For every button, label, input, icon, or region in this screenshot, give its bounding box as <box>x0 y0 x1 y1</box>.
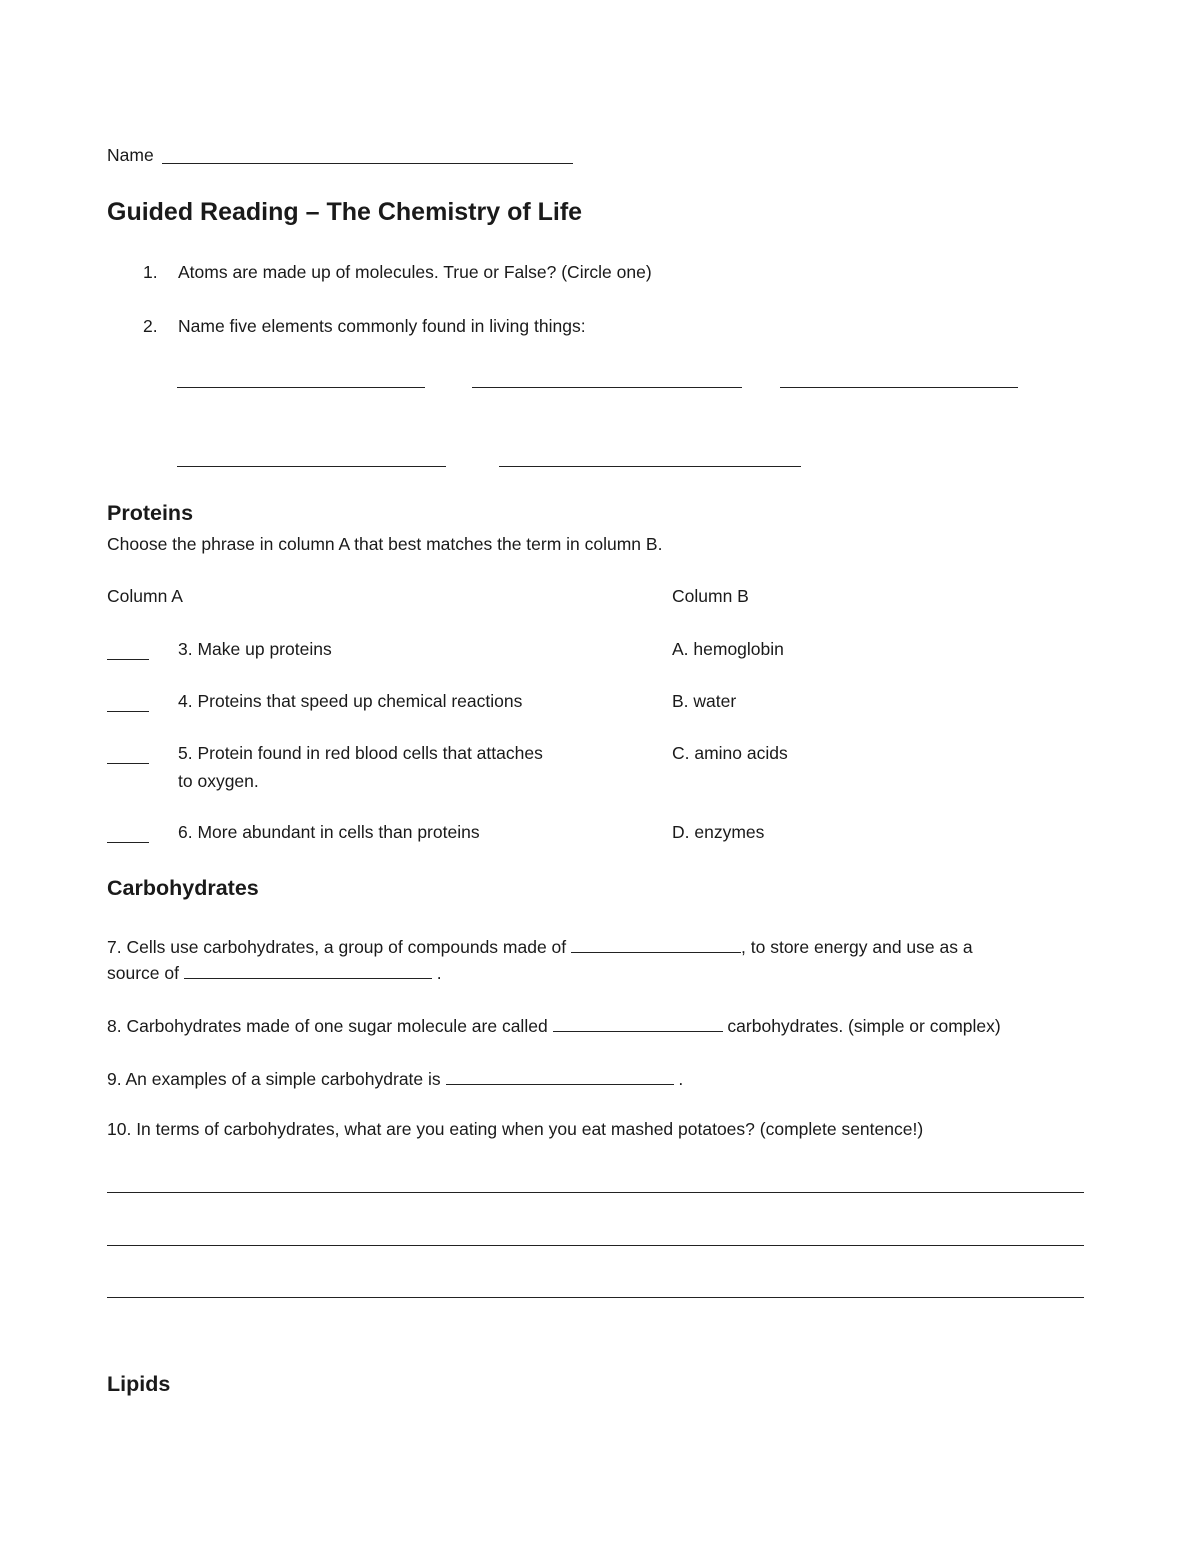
q7-line-1 <box>107 935 973 958</box>
q8-line <box>107 1014 1001 1037</box>
column-a-label: Column A <box>107 586 183 606</box>
q1-text: Atoms are made up of molecules. True or False? (Circle one) <box>178 262 652 282</box>
phrase-5: 5. Protein found in red blood cells that attaches <box>178 743 543 763</box>
phrase-4: 4. Proteins that speed up chemical reactions <box>178 691 523 711</box>
phrase-5-cont: to oxygen. <box>178 771 259 791</box>
q10-answer-line-2[interactable] <box>107 1245 1084 1246</box>
q10-text: 10. In terms of carbohydrates, what are you eating when you eat mashed potatoes? (complete sentence!) <box>107 1119 924 1139</box>
element-blank-1[interactable] <box>177 387 425 388</box>
proteins-heading: Proteins <box>107 501 194 525</box>
proteins-instruction: Choose the phrase in column A that best matches the term in column B. <box>107 534 663 554</box>
term-b: B. water <box>672 691 737 711</box>
phrase-3: 3. Make up proteins <box>178 639 332 659</box>
q9-blank[interactable] <box>446 1067 674 1085</box>
lipids-heading: Lipids <box>107 1372 171 1396</box>
q7-blank-1[interactable] <box>571 935 741 953</box>
q2-number: 2. <box>143 316 158 336</box>
answer-blank-5[interactable] <box>107 763 149 764</box>
q7-blank-2[interactable] <box>184 961 432 979</box>
q9-line <box>107 1067 683 1090</box>
q2-text: Name five elements commonly found in living things: <box>178 316 586 336</box>
term-c: C. amino acids <box>672 743 788 763</box>
answer-blank-3[interactable] <box>107 659 149 660</box>
q10-answer-line-1[interactable] <box>107 1192 1084 1193</box>
element-blank-5[interactable] <box>499 466 801 467</box>
term-a: A. hemoglobin <box>672 639 784 659</box>
term-d: D. enzymes <box>672 822 765 842</box>
column-b-label: Column B <box>672 586 749 606</box>
q8-text-1: 8. Carbohydrates made of one sugar molecule are called <box>107 1016 548 1036</box>
q7-text-1: 7. Cells use carbohydrates, a group of compounds made of <box>107 937 567 957</box>
q8-blank[interactable] <box>553 1014 723 1032</box>
phrase-6: 6. More abundant in cells than proteins <box>178 822 480 842</box>
answer-blank-4[interactable] <box>107 711 149 712</box>
element-blank-3[interactable] <box>780 387 1018 388</box>
q7-end: . <box>436 963 442 983</box>
name-field[interactable] <box>162 163 573 164</box>
q7-line-2 <box>107 961 442 984</box>
q8-text-2: carbohydrates. (simple or complex) <box>727 1016 1001 1036</box>
q1-number: 1. <box>143 262 158 282</box>
q7-text-3: source of <box>107 963 179 983</box>
answer-blank-6[interactable] <box>107 842 149 843</box>
q9-text: 9. An examples of a simple carbohydrate is <box>107 1069 441 1089</box>
page-title: Guided Reading – The Chemistry of Life <box>107 198 583 226</box>
q10-answer-line-3[interactable] <box>107 1297 1084 1298</box>
carbohydrates-heading: Carbohydrates <box>107 876 259 900</box>
name-label: Name <box>107 145 154 165</box>
q9-end: . <box>678 1069 684 1089</box>
q7-text-2: , to store energy and use as a <box>741 937 973 957</box>
element-blank-2[interactable] <box>472 387 742 388</box>
element-blank-4[interactable] <box>177 466 446 467</box>
